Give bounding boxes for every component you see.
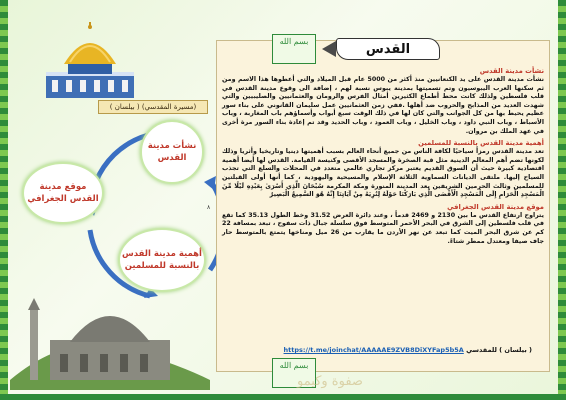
- aqsa-mosque-illustration: [10, 270, 210, 390]
- bubble-location: [22, 162, 104, 224]
- section-heading-origin: نشأت مدينة القدس: [479, 67, 544, 75]
- left-decorative-border: [0, 0, 8, 400]
- bottom-decorative-border: [0, 394, 566, 400]
- section-heading-importance: أهمية مدينة القدس بالنسبة للمسلمين: [418, 139, 544, 148]
- telegram-link[interactable]: https://t.me/joinchat/AAAAAE9ZVB8DiXYFap5b5A: [283, 346, 464, 354]
- link-prefix: ( بيلسان ) للمقدسي: [466, 346, 532, 354]
- section-body-importance: تعد مدينة القدس رمزاً سياحيًا لكافة الناس من جميع أنحاء العالم بسبب أهميتها دينيا وتاريخيا وأثريا وذلك لكونها تضم أهم المعالم الدينية مثل قبة الصخرة والمسجد الأقصى وكنيسة القيامة. القدس لها أيضا أهمية اقتصادية كبيرة حيث أن السوق القديم يعتبر مركز تجاري عالمي متعدد في المحلات والسلع التي تجذب السياح إليها. ملتقى الديانات السماوية الثلاثة الإسلام والمسيحية واليهودية ، كما أنها أولى القبلتين للمسلمين وثالث الحرمين الشريفين بعد المدينة المنورة ومكة المكرمة سُبْحَانَ الَّذِي أَسْرَىٰ بِعَبْدِهِ لَيْلًا مِّنَ الْمَسْجِدِ الْحَرَامِ إِلَى الْمَسْجِدِ الْأَقْصَى الَّذِي بَارَكْنَا حَوْلَهُ لِنُرِيَهُ مِنْ آيَاتِنَا إِنَّهُ هُوَ السَّمِيعُ الْبَصِيرُ: [222, 148, 544, 199]
- calligraphy-logo-stamp: بسم الله: [272, 34, 316, 64]
- bubble-origin-label: نشأت مدينة القدس: [147, 141, 197, 163]
- section-body-location: يتراوح ارتفاع القدس ما بين 2130 و 2469 قدماً ، وعند دائرة العرض 31.52 وخط الطول 35.13 كما تقع في قلب فلسطين إلى الشرق في البحر الأحمر المتوسط فوق سلسلة جبال ذات سفوح ، تبعد بمسافة 22 كم عن شرق البحر الميت كما تبعد عن نهر الأردن ما يقارب من 26 ميل ومناخها يتمتع بالمتوسط حار جاف صيفا ومعتدل ممطر شتاءً.: [222, 211, 544, 245]
- section-body-origin: نشأت مدينة القدس على يد الكنعانيين منذ أكثر من 5000 عام قبل الميلاد والتي أعطوها هذا الاسم ومن ثم سكنها العرب اليبوسيون وتم تسميتها بمدينة يبوس نسبة لهم ، إضافة الى وقوع مدينة القدس في قلب فلسطين ولذلك كانت محط أطماع الكثيرين أمثال الفرس والرومان والعثمانيين والصليبيين والتي شهدت العديد من المذابح والحروب ضد أهلها .ففي زمن العثمانيين عمل سليمان القانوني على بناء سور عظيم يحيط بها من كل الجوانب والتي كان لها في ذلك الوقت سبع أبواب وأسماؤهم باب المغاربة ، وباب الأسباط ، وباب النبي داود ، وباب الخليل ، وباب العمود ، وباب الحديد وقد تم إعادة بناء السور مرة أخرى في عهد الملك بن مروان.: [222, 76, 545, 135]
- dome-of-the-rock-illustration: [40, 22, 140, 100]
- section-heading-location: موقع مدينة القدس الجغرافي: [447, 202, 544, 211]
- article-content: [222, 64, 544, 246]
- author-banner: (مسيرة المقدسي) ( بيلسان ): [98, 100, 208, 114]
- page-number: ٨: [207, 204, 211, 211]
- telegram-link-line: [270, 346, 532, 355]
- page-title: القدس: [336, 38, 440, 60]
- bubble-origin: [140, 120, 204, 184]
- right-decorative-border: [558, 0, 566, 400]
- watermark: صفوة وكيمو: [297, 374, 363, 389]
- bubble-importance-label: أهمية مدينة القدس بالنسبة للمسلمين: [122, 249, 202, 271]
- calligraphy-logo-stamp-bottom: بسم الله: [272, 358, 316, 388]
- bubble-location-label: موقع مدينة القدس الجغرافي: [27, 182, 99, 204]
